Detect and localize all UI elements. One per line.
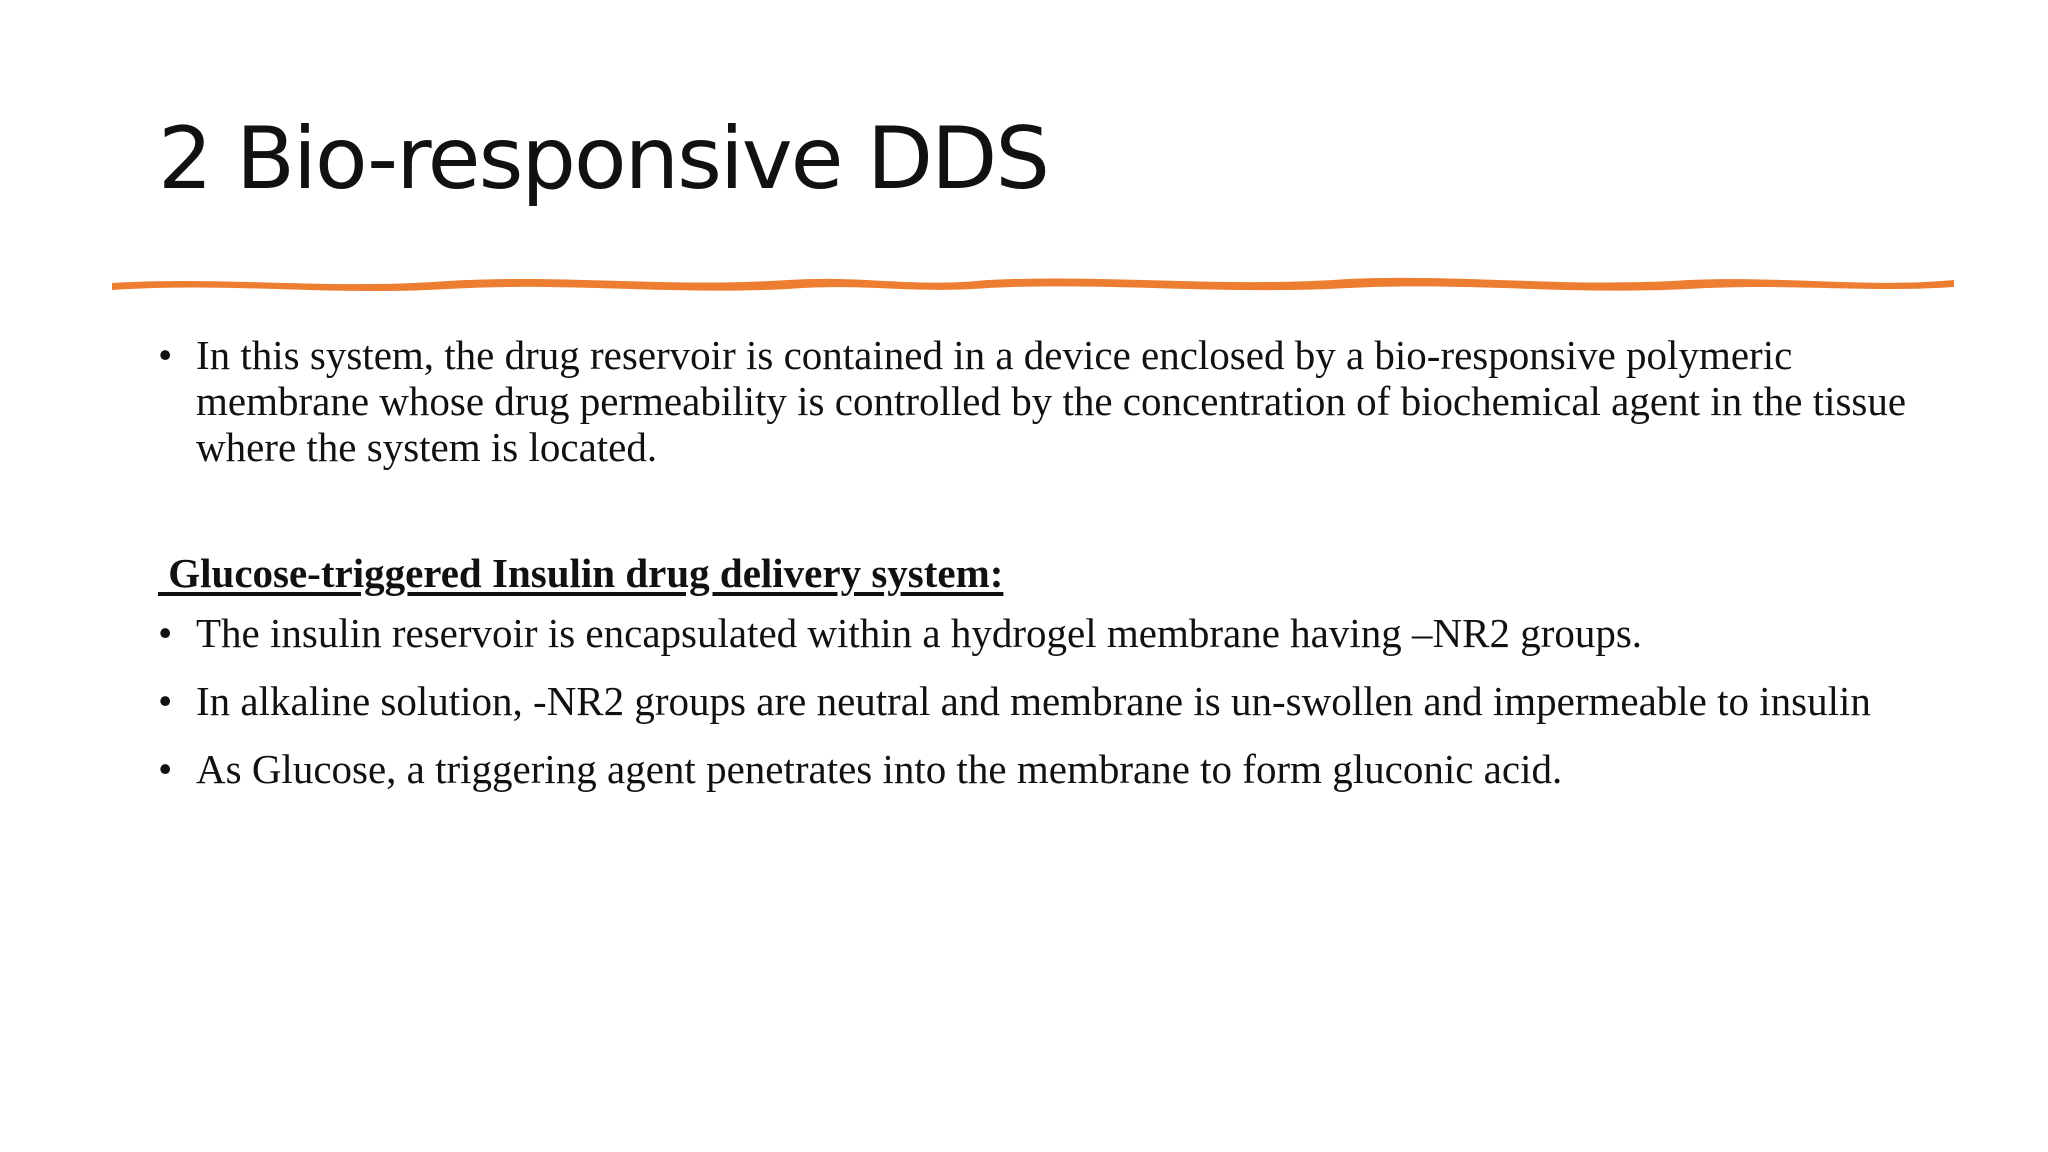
bullet-icon: • xyxy=(158,678,173,724)
bullet-icon: • xyxy=(158,746,173,792)
bullet-item xyxy=(158,332,1918,470)
bullet-text: In alkaline solution, -NR2 groups are neutral and membrane is un-swollen and impermeable to insulin xyxy=(196,678,1871,724)
bullet-item xyxy=(158,678,1918,724)
intro-bullet-list xyxy=(158,332,1918,470)
bullet-text: In this system, the drug reservoir is contained in a device enclosed by a bio-responsive polymeric membrane whose drug permeability is controlled by the concentration of biochemical agent in the tissue where the system is located. xyxy=(196,332,1907,470)
slide-title: 2 Bio-responsive DDS xyxy=(158,109,1048,209)
title-underline xyxy=(108,268,1960,298)
section-bullet-list xyxy=(158,610,1918,792)
section-heading: Glucose-triggered Insulin drug delivery system: xyxy=(158,550,1004,596)
bullet-icon: • xyxy=(158,332,173,378)
bullet-item xyxy=(158,610,1918,656)
bullet-text: The insulin reservoir is encapsulated within a hydrogel membrane having –NR2 groups. xyxy=(196,610,1643,656)
bullet-item xyxy=(158,746,1918,792)
bullet-text: As Glucose, a triggering agent penetrates into the membrane to form gluconic acid. xyxy=(196,746,1563,792)
slide-body xyxy=(158,332,1918,814)
bullet-icon: • xyxy=(158,610,173,656)
brush-stroke xyxy=(112,278,1954,291)
